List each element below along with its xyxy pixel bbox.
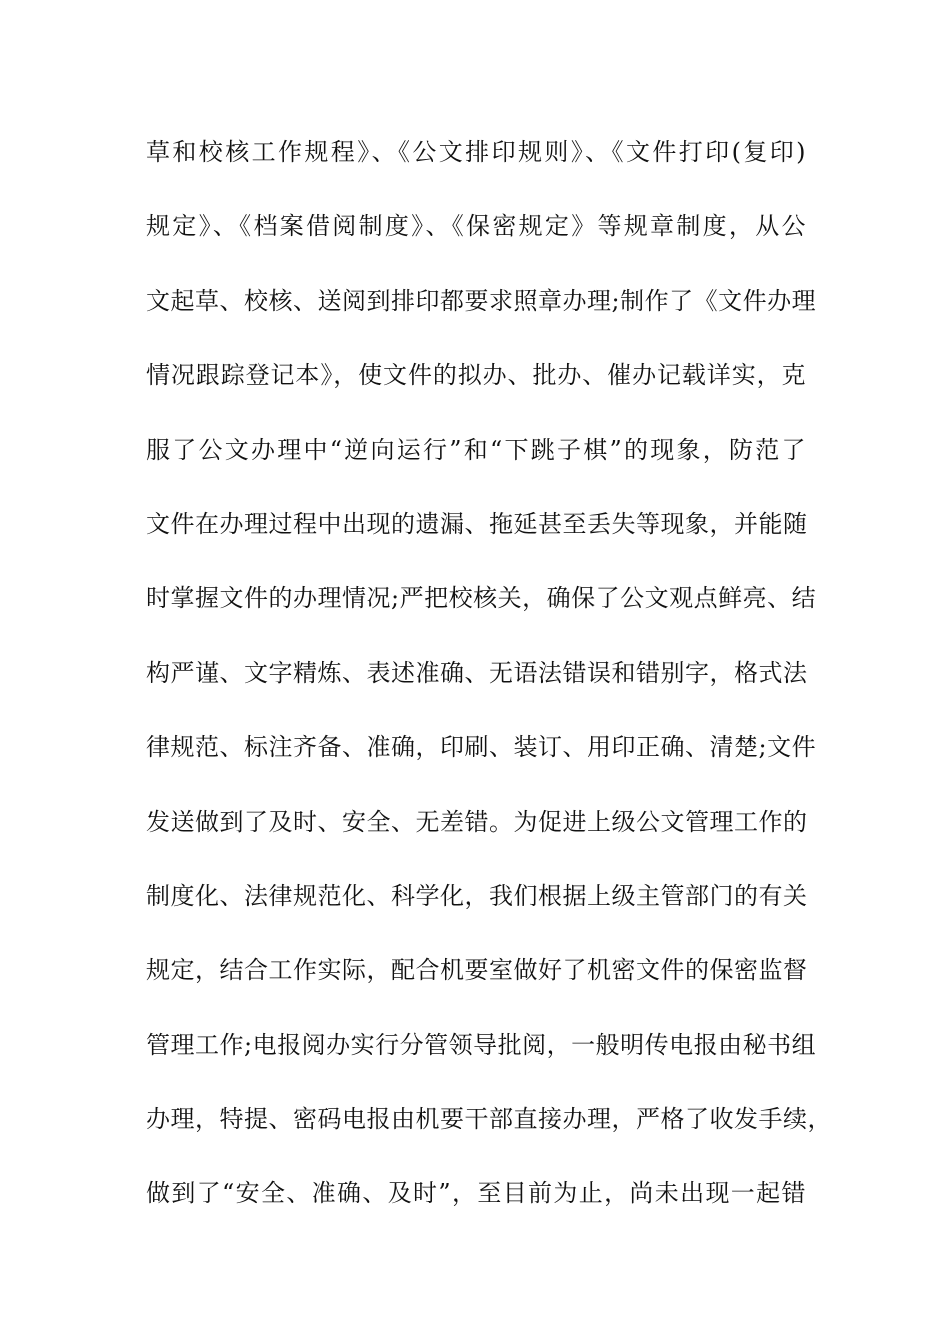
text-line: 文件在办理过程中出现的遗漏、拖延甚至丢失等现象，并能随 <box>146 509 808 538</box>
text-line: 规定》、《档案借阅制度》、《保密规定》等规章制度，从公 <box>146 212 806 241</box>
text-line: 办理，特提、密码电报由机要干部直接办理，严格了收发手续， <box>146 1105 832 1134</box>
text-line: 情况跟踪登记本》，使文件的拟办、批办、催办记载详实，克 <box>146 361 806 390</box>
text-line: 律规范、标注齐备、准确，印刷、装订、用印正确、清楚;文件 <box>146 733 817 762</box>
text-line: 草和校核工作规程》、《公文排印规则》、《文件打印(复印) <box>146 138 806 166</box>
text-line: 规定，结合工作实际，配合机要室做好了机密文件的保密监督 <box>146 956 808 985</box>
text-line: 文起草、校核、送阅到排印都要求照章办理;制作了《文件办理 <box>146 286 817 315</box>
text-line: 构严谨、文字精炼、表述准确、无语法错误和错别字，格式法 <box>146 658 808 687</box>
text-line: 发送做到了及时、安全、无差错。为促进上级公文管理工作的 <box>146 807 808 836</box>
body-text <box>146 128 832 1244</box>
text-line: 服了公文办理中“逆向运行”和“下跳子棋”的现象，防范了 <box>146 435 806 464</box>
text-line: 制度化、法律规范化、科学化，我们根据上级主管部门的有关 <box>146 881 808 910</box>
text-line: 时掌握文件的办理情况;严把校核关，确保了公文观点鲜亮、结 <box>146 584 817 613</box>
text-line: 管理工作;电报阅办实行分管领导批阅，一般明传电报由秘书组 <box>146 1030 817 1059</box>
text-line: 做到了“安全、准确、及时”，至目前为止，尚未出现一起错 <box>146 1179 806 1208</box>
